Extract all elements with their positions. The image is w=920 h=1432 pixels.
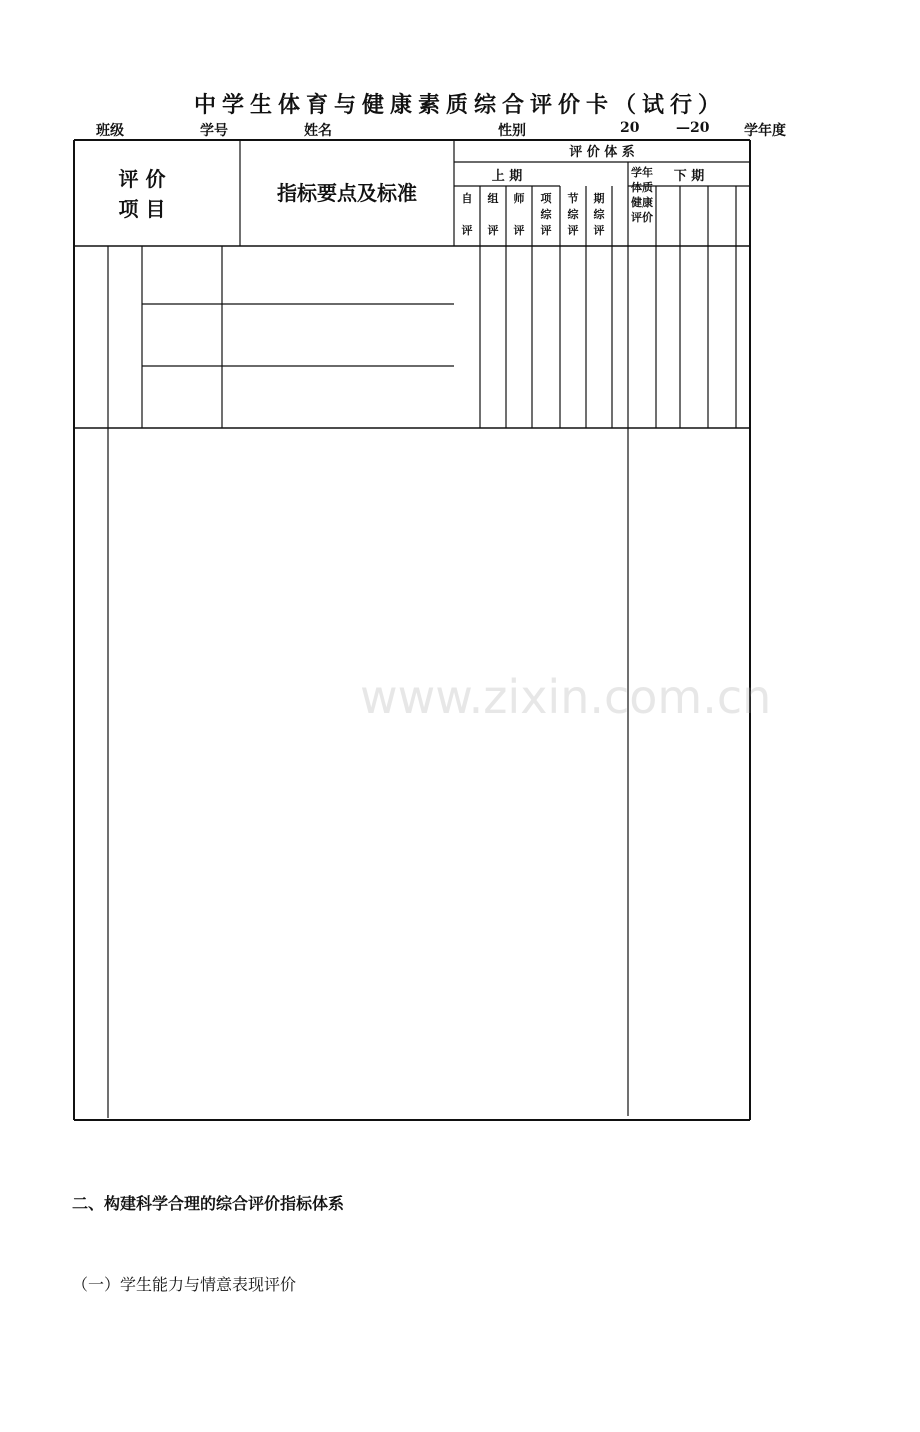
name-label: 姓名	[304, 123, 332, 139]
left-eval-col-header: 自	[461, 192, 473, 205]
left-eval-col-header: 综	[540, 208, 552, 221]
left-eval-col-header: 项	[540, 192, 552, 205]
eval-item-label: 评 价	[118, 167, 166, 191]
second-term-header: 下 期	[673, 169, 705, 184]
eval-system-header: 评 价 体 系	[569, 145, 635, 160]
year-end: —20	[676, 120, 710, 136]
card-title: 中学生体育与健康素质综合评价卡（试行）	[193, 92, 726, 118]
left-eval-col-header: 评	[513, 224, 525, 237]
year-quality-header: 评价	[631, 211, 653, 224]
left-eval-col-header: 组	[487, 192, 499, 205]
left-eval-col-header: 节	[567, 192, 579, 205]
eval-item-label: 项 目	[118, 197, 166, 221]
year-start: 20	[620, 120, 640, 136]
criteria-header: 指标要点及标准	[277, 181, 417, 205]
year-quality-header: 体质	[631, 181, 653, 194]
first-term-header: 上 期	[491, 169, 523, 184]
left-eval-col-header: 综	[567, 208, 579, 221]
left-eval-col-header: 评	[567, 224, 579, 237]
left-eval-col-header: 评	[461, 224, 473, 237]
section-heading: 二、构建科学合理的综合评价指标体系	[72, 1194, 345, 1213]
year-quality-header: 健康	[631, 196, 653, 209]
left-eval-col-header: 评	[487, 224, 499, 237]
left-eval-col-header: 评	[593, 224, 605, 237]
student-no-label: 学号	[200, 123, 228, 139]
evaluation-card-table	[72, 138, 852, 1123]
year-suffix: 学年度	[744, 123, 786, 139]
class-label: 班级	[96, 123, 124, 139]
left-eval-col-header: 师	[513, 192, 525, 205]
subsection-heading: （一）学生能力与情意表现评价	[72, 1275, 297, 1294]
gender-label: 性别	[498, 123, 526, 139]
left-eval-col-header: 综	[593, 208, 605, 221]
left-eval-col-header: 期	[593, 192, 605, 205]
watermark: www.zixin.com.cn	[360, 670, 772, 724]
year-quality-header: 学年	[631, 166, 653, 179]
left-eval-col-header: 评	[540, 224, 552, 237]
